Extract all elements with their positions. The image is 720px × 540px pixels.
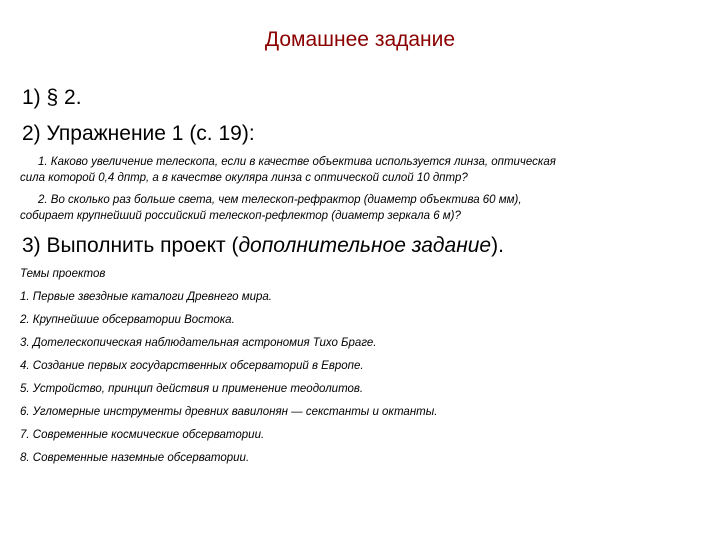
homework-item-1: 1) § 2.: [22, 86, 82, 109]
topics-header: Темы проектов: [20, 268, 106, 280]
task-1-line-2: сила которой 0,4 дптр, а в качестве окуляра линза с оптической силой 10 дптр?: [20, 172, 468, 184]
task-2-line-1: 2. Во сколько раз больше света, чем телескоп-рефрактор (диаметр объектива 60 мм),: [38, 194, 522, 206]
homework-item-3: [22, 234, 504, 258]
task-2-line-2: собирает крупнейший российский телескоп-рефлектор (диаметр зеркала 6 м)?: [20, 210, 461, 222]
exercise-task-2: [20, 192, 692, 224]
homework-item-2: 2) Упражнение 1 (с. 19):: [22, 122, 255, 145]
item-3-prefix: 3) Выполнить проект (: [22, 234, 239, 257]
topic-item: 8. Современные наземные обсерватории.: [20, 452, 250, 464]
exercise-task-1: [20, 154, 692, 186]
item-3-suffix: ).: [491, 234, 504, 257]
item-3-italic: дополнительное задание: [238, 234, 492, 257]
slide-title: Домашнее задание: [264, 28, 456, 51]
topic-item: 6. Угломерные инструменты древних вавилонян — секстанты и октанты.: [20, 406, 438, 418]
task-1-line-1: 1. Каково увеличение телескопа, если в качестве объектива используется линза, оптическая: [38, 156, 556, 168]
topic-item: 3. Дотелескопическая наблюдательная астрономия Тихо Браге.: [20, 337, 377, 349]
topic-item: 2. Крупнейшие обсерватории Востока.: [20, 314, 235, 326]
topic-item: 5. Устройство, принцип действия и применение теодолитов.: [20, 383, 364, 395]
topic-item: 1. Первые звездные каталоги Древнего мира.: [20, 291, 272, 303]
project-topics: [20, 266, 700, 473]
topic-item: 7. Современные космические обсерватории.: [20, 429, 265, 441]
topic-item: 4. Создание первых государственных обсерваторий в Европе.: [20, 360, 364, 372]
